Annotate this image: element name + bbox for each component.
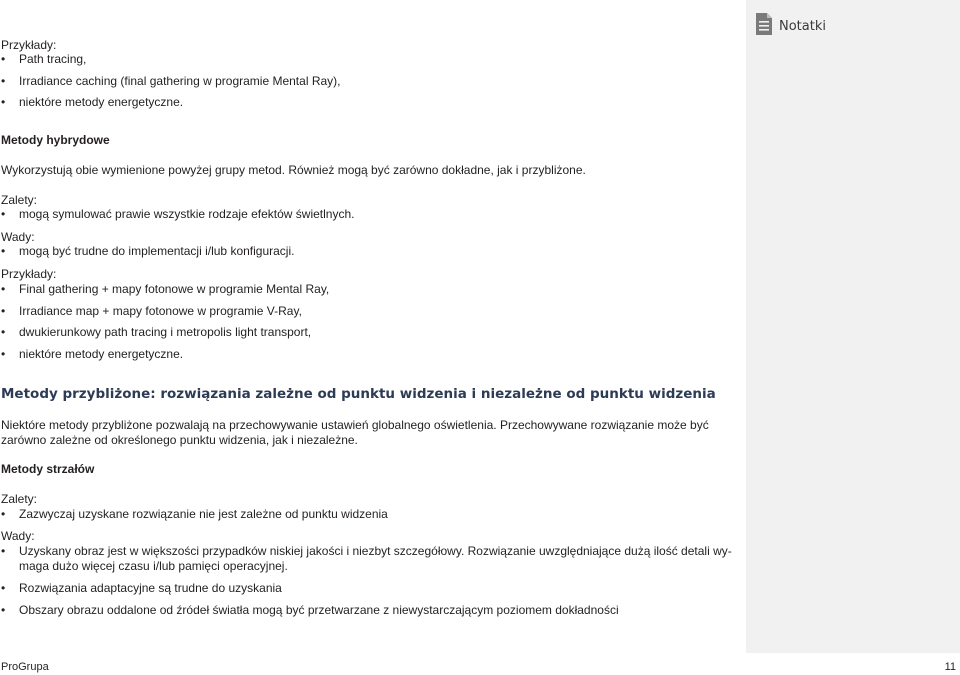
cons-label: Wady:: [1, 529, 35, 543]
bullet-marker: •: [1, 244, 6, 258]
list-item: niektóre metody energetyczne.: [19, 347, 184, 361]
bullet-marker: •: [1, 282, 6, 296]
pros-label: Zalety:: [1, 193, 38, 207]
pros-label: Zalety:: [1, 492, 38, 506]
list-item: Obszary obrazu oddalone od źródeł światła mogą być przetwarzane z niewystarczającym poziomem dokładności: [19, 603, 619, 617]
bullet-marker: •: [1, 74, 6, 88]
list-item: Rozwiązania adaptacyjne są trudne do uzyskania: [19, 581, 282, 595]
bullet-marker: •: [1, 207, 6, 221]
paragraph: Wykorzystują obie wymienione powyżej grupy metod. Również mogą być zarówno dokładne, jak i przybliżone.: [1, 163, 586, 177]
bullet-marker: •: [1, 52, 6, 66]
list-item: Irradiance caching (final gathering w programie Mental Ray),: [19, 74, 341, 88]
list-item-line: Uzyskany obraz jest w większości przypadków niskiej jakości i niezbyt szczegółowy. Rozwiązanie uwzględniające dużą ilość detali wy-: [19, 544, 732, 558]
bullet-marker: •: [1, 325, 6, 339]
list-item: mogą być trudne do implementacji i/lub konfiguracji.: [19, 244, 295, 258]
page-number: 11: [944, 661, 956, 673]
bullet-marker: •: [1, 507, 6, 521]
notes-panel: [746, 0, 960, 653]
notes-label: Notatki: [779, 19, 826, 34]
list-item: dwukierunkowy path tracing i metropolis light transport,: [19, 325, 312, 339]
section-heading: Metody przybliżone: rozwiązania zależne od punktu widzenia i niezależne od punktu widzenia: [1, 386, 716, 402]
paragraph-line: Niektóre metody przybliżone pozwalają na przechowywanie ustawień globalnego oświetlenia. Przechowywane rozwiązanie może być: [1, 418, 709, 432]
bullet-marker: •: [1, 581, 6, 595]
list-item: Path tracing,: [19, 52, 87, 66]
bullet-marker: •: [1, 304, 6, 318]
bullet-marker: •: [1, 95, 6, 109]
bullet-marker: •: [1, 347, 6, 361]
examples-label: Przykłady:: [1, 267, 57, 281]
list-item: Zazwyczaj uzyskane rozwiązanie nie jest zależne od punktu widzenia: [19, 507, 388, 521]
list-item: mogą symulować prawie wszystkie rodzaje efektów świetlnych.: [19, 207, 355, 221]
list-item-line: maga dużo więcej czasu i/lub pamięci operacyjnej.: [19, 559, 288, 573]
list-item: Irradiance map + mapy fotonowe w programie V-Ray,: [19, 304, 302, 318]
footer-brand: ProGrupa: [1, 661, 49, 673]
notes-icon: [755, 12, 773, 36]
list-item: niektóre metody energetyczne.: [19, 95, 184, 109]
section-title-hybrid: Metody hybrydowe: [1, 133, 110, 147]
cons-label: Wady:: [1, 230, 35, 244]
bullet-marker: •: [1, 603, 6, 617]
examples-label: Przykłady:: [1, 38, 57, 52]
section-title-ray: Metody strzałów: [1, 462, 95, 476]
list-item: Final gathering + mapy fotonowe w programie Mental Ray,: [19, 282, 330, 296]
bullet-marker: •: [1, 544, 6, 558]
paragraph-line: zarówno zależne od określonego punktu widzenia, jak i niezależne.: [1, 433, 358, 447]
